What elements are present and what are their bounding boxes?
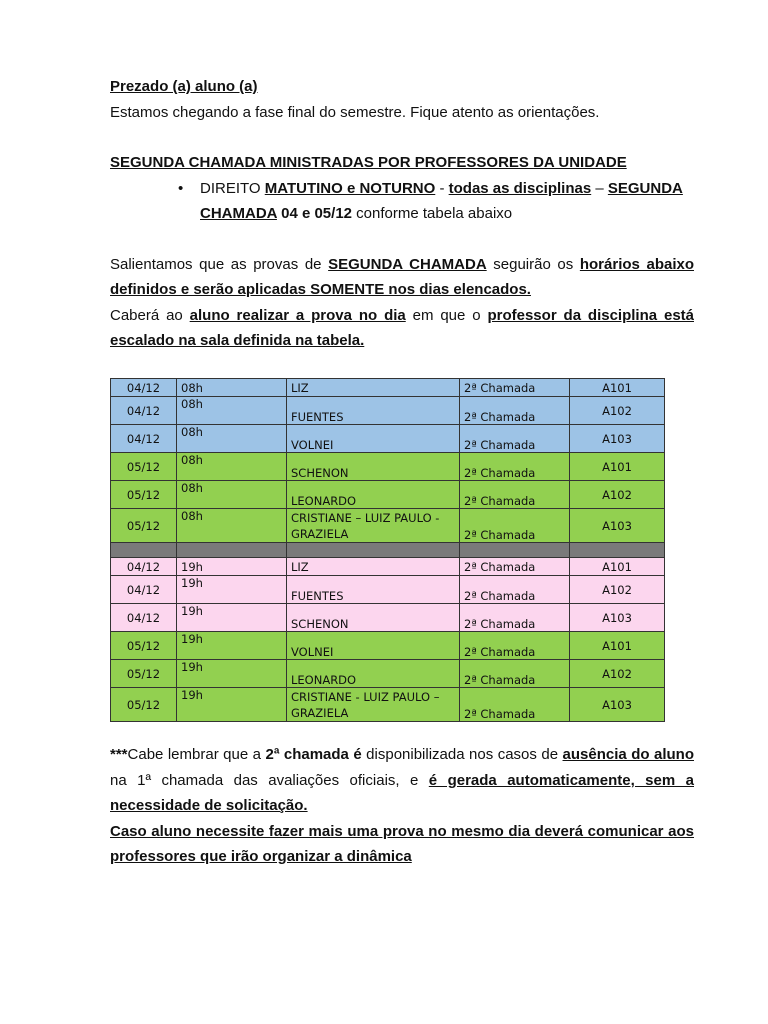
table-row: 05/12 08h CRISTIANE – LUIZ PAULO - GRAZIELA 2ª Chamada A103 bbox=[111, 509, 665, 543]
table-row: 05/12 19h CRISTIANE - LUIZ PAULO – GRAZIELA 2ª Chamada A103 bbox=[111, 688, 665, 722]
same-day-notice: Caso aluno necessite fazer mais uma prova no mesmo dia deverá comunicar aos professores que irão organizar a dinâmica bbox=[110, 822, 694, 865]
notice-paragraph: Salientamos que as provas de SEGUNDA CHAMADA seguirão os horários abaixo definidos e serão aplicadas SOMENTE nos dias elencados. bbox=[110, 255, 694, 298]
schedule-table bbox=[110, 378, 665, 722]
greeting: Prezado (a) aluno (a) bbox=[110, 78, 258, 95]
document-body bbox=[110, 74, 694, 354]
separator-row bbox=[111, 543, 665, 558]
table-row: 04/12 19h LIZ 2ª Chamada A101 bbox=[111, 558, 665, 576]
table-row: 04/12 19h SCHENON 2ª Chamada A103 bbox=[111, 604, 665, 632]
table-row: 04/12 08h LIZ 2ª Chamada A101 bbox=[111, 379, 665, 397]
intro-text: Estamos chegando a fase final do semestre. Fique atento as orientações. bbox=[110, 103, 600, 121]
table-row: 04/12 08h VOLNEI 2ª Chamada A103 bbox=[111, 425, 665, 453]
bullet-item: • DIREITO MATUTINO e NOTURNO - todas as disciplinas – SEGUNDA CHAMADA 04 e 05/12 conforme tabela abaixo bbox=[110, 176, 694, 227]
footer-notes bbox=[110, 742, 694, 870]
table-row: 05/12 19h LEONARDO 2ª Chamada A102 bbox=[111, 660, 665, 688]
table-row: 04/12 08h FUENTES 2ª Chamada A102 bbox=[111, 397, 665, 425]
table-row: 04/12 19h FUENTES 2ª Chamada A102 bbox=[111, 576, 665, 604]
instruction-paragraph: Caberá ao aluno realizar a prova no dia em que o professor da disciplina está escalado na sala definida na tabela. bbox=[110, 306, 694, 349]
table-row: 05/12 19h VOLNEI 2ª Chamada A101 bbox=[111, 632, 665, 660]
reminder-paragraph: ***Cabe lembrar que a 2ª chamada é disponibilizada nos casos de ausência do aluno na 1ª chamada das avaliações oficiais, e é gerada automaticamente, sem a necessidade de solicitação. bbox=[110, 746, 694, 814]
table-row: 05/12 08h SCHENON 2ª Chamada A101 bbox=[111, 453, 665, 481]
bullet-dot: • bbox=[178, 179, 184, 197]
section-title: SEGUNDA CHAMADA MINISTRADAS POR PROFESSORES DA UNIDADE bbox=[110, 154, 627, 171]
table-row: 05/12 08h LEONARDO 2ª Chamada A102 bbox=[111, 481, 665, 509]
